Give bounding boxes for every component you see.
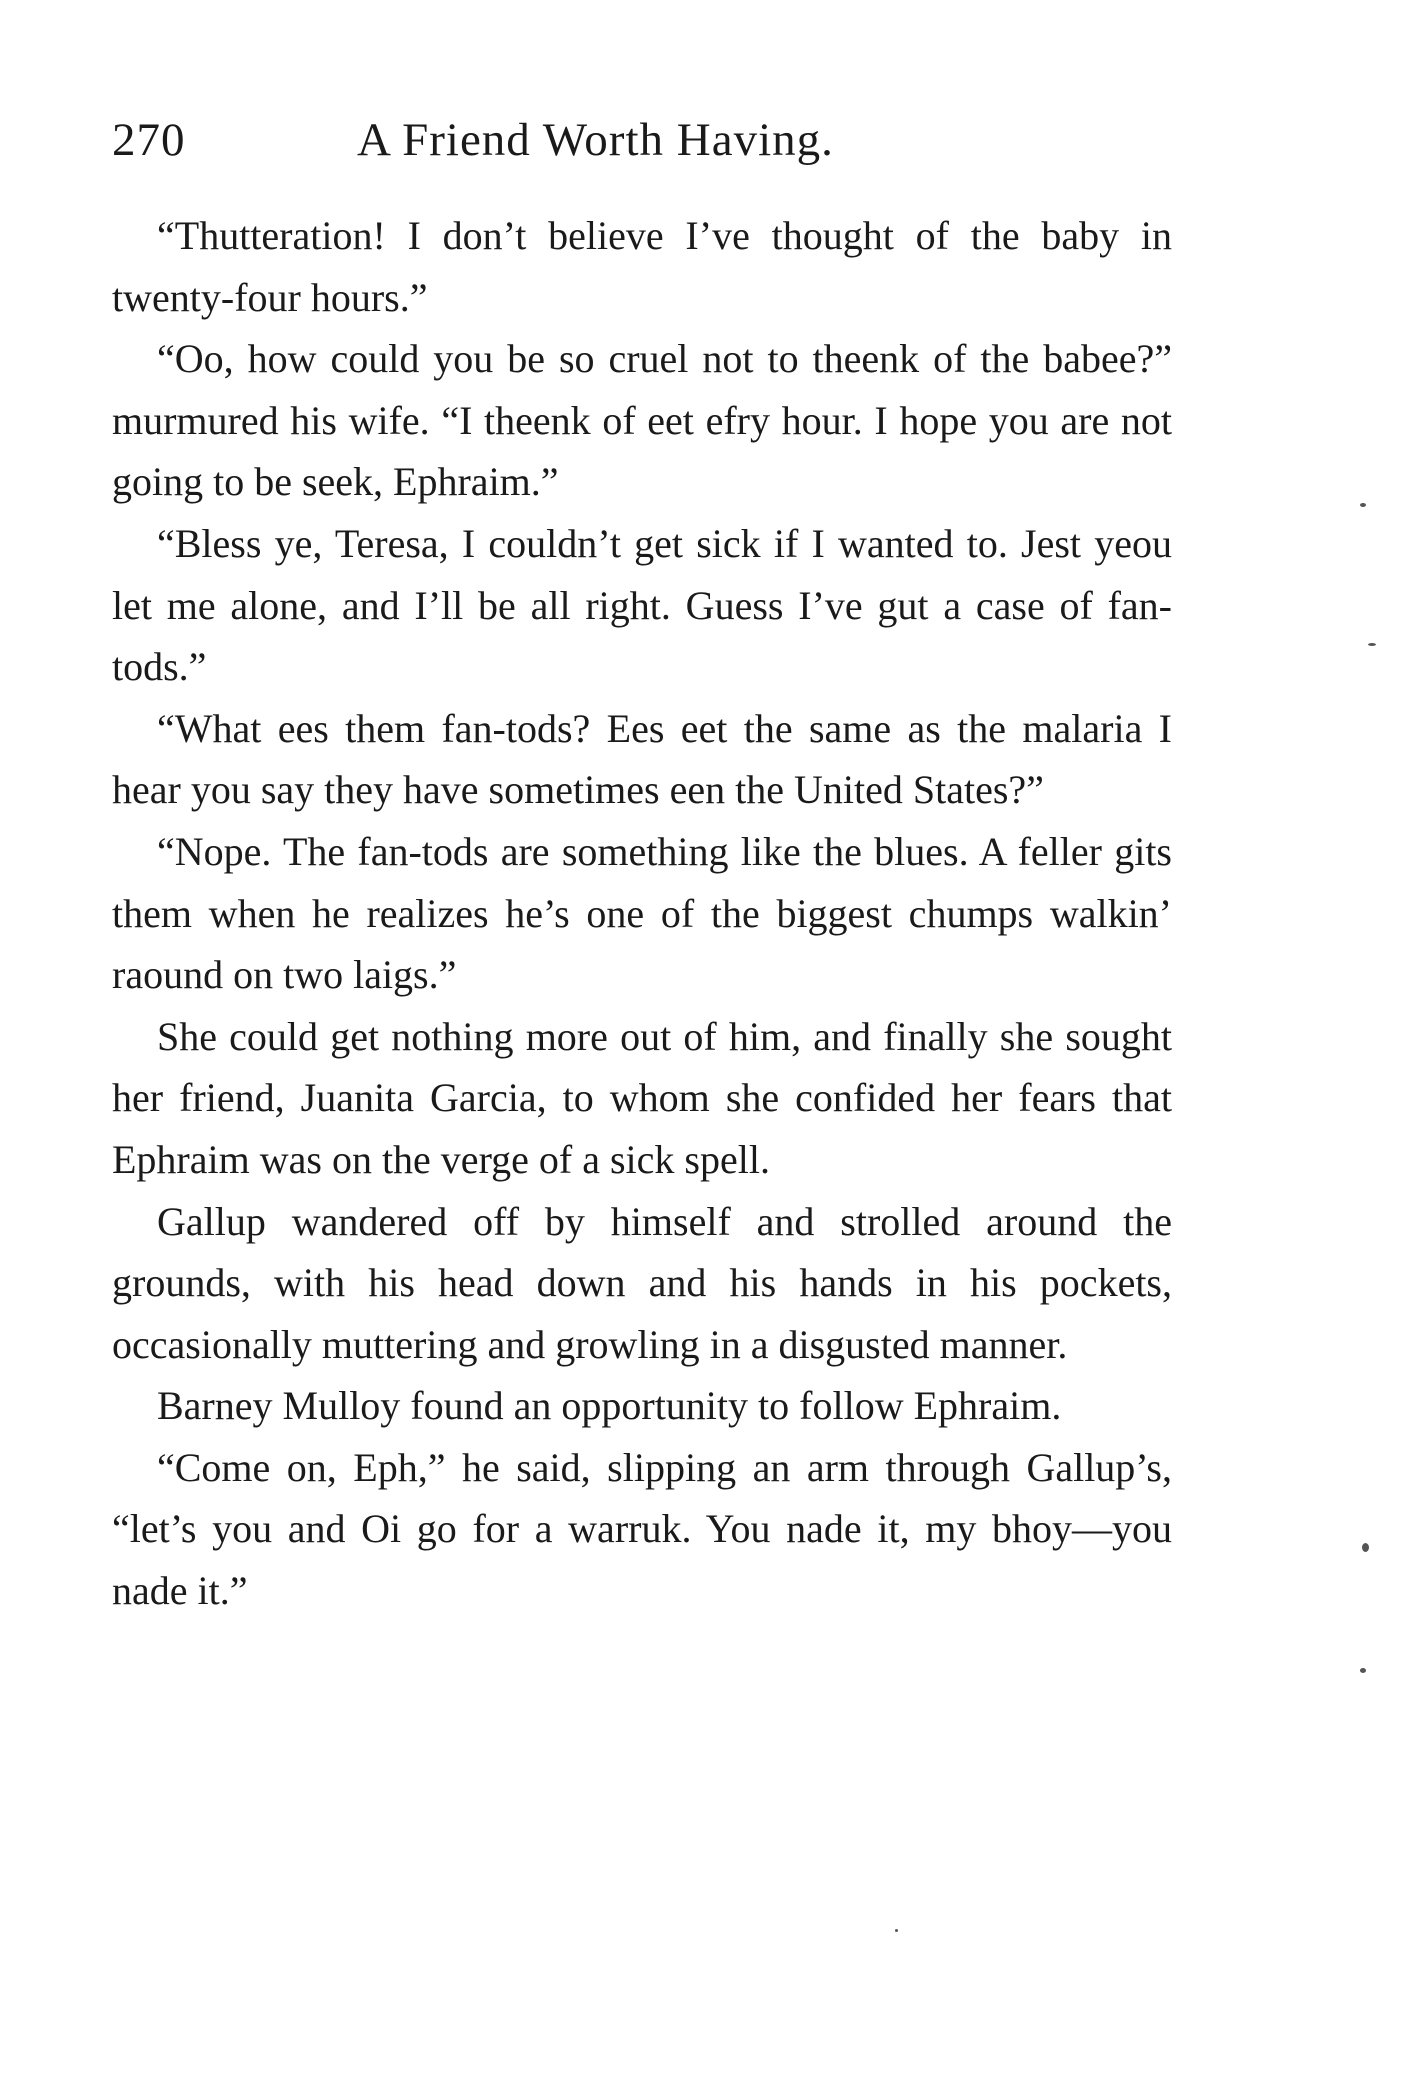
paragraph: “Come on, Eph,” he said, slipping an arm through Gallup’s, “let’s you and Oi go for a warruk. You nade it, my bhoy—you nade it.”	[112, 1444, 1172, 1614]
paragraph: “Nope. The fan-tods are something like the blues. A feller gits them when he realizes he’s one of the biggest chumps walkin’ raound on two laigs.”	[112, 828, 1172, 998]
paragraph: Barney Mulloy found an opportunity to follow Ephraim.	[157, 1383, 1062, 1429]
body-text	[112, 205, 1172, 1622]
paragraph: She could get nothing more out of him, and finally she sought her friend, Juanita Garcia, to whom she confided her fears that Ephraim was on the verge of a sick spell.	[112, 1013, 1172, 1182]
paragraph: “Oo, how could you be so cruel not to theenk of the babee?” murmured his wife. “I theenk of eet efry hour. I hope you are not going to be seek, Ephraim.”	[112, 336, 1172, 505]
margin-speck	[1368, 643, 1376, 646]
page-number: 270	[112, 114, 186, 166]
paragraph: “Thutteration! I don’t believe I’ve thought of the baby in twenty-four hours.”	[112, 213, 1172, 320]
paragraph: “What ees them fan-tods? Ees eet the same as the malaria I hear you say they have sometimes een the United States?”	[112, 705, 1172, 813]
paragraph: “Bless ye, Teresa, I couldn’t get sick if I wanted to. Jest yeou let me alone, and I’ll be all right. Guess I’ve gut a case of fan-tods.”	[112, 520, 1172, 690]
margin-speck	[1362, 1543, 1369, 1552]
margin-speck	[1360, 1668, 1366, 1673]
running-title: A Friend Worth Having.	[357, 114, 834, 166]
paragraph: Gallup wandered off by himself and strolled around the grounds, with his head down and his hands in his pockets, occasionally muttering and growling in a disgusted manner.	[112, 1198, 1172, 1367]
page-header	[112, 108, 1172, 172]
margin-speck	[895, 1929, 898, 1932]
margin-speck	[1360, 503, 1366, 507]
